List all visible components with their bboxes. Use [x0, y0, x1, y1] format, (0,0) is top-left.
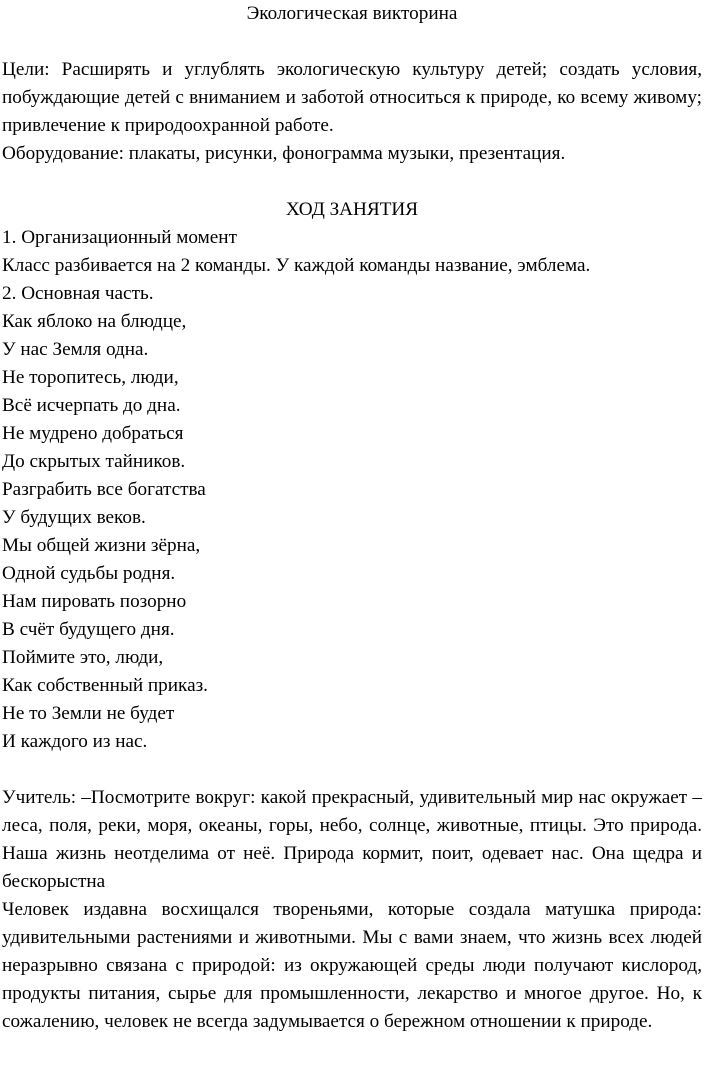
poem — [2, 308, 702, 756]
poem-line: Как собственный приказ. — [2, 675, 208, 696]
poem-line: В счёт будущего дня. — [2, 619, 175, 640]
poem-line: Одной судьбы родня. — [2, 563, 176, 584]
poem-line: Как яблоко на блюдце, — [2, 311, 187, 332]
section-heading: ХОД ЗАНЯТИЯ — [285, 199, 419, 220]
poem-line: Разграбить все богатства — [2, 479, 206, 500]
equipment-paragraph: Оборудование: плакаты, рисунки, фонограмма музыки, презентация. — [2, 143, 566, 164]
poem-line: Нам пировать позорно — [2, 591, 187, 612]
poem-line: У нас Земля одна. — [2, 339, 149, 360]
spacer — [2, 28, 702, 56]
goals-paragraph: Цели: Расширять и углублять экологическую культуру детей; создать условия, побуждающие детей с вниманием и заботой относиться к природе, ко всему живому; привлечение к природоохранной работе. — [2, 59, 702, 136]
teacher-paragraph: Учитель: –Посмотрите вокруг: какой прекрасный, удивительный мир нас окружает – леса, поля, реки, моря, океаны, горы, небо, солнце, животные, птицы. Это природа. Наша жизнь неотделима от неё. Природа кормит, поит, одевает нас. Она щедра и бескорыстна — [2, 787, 702, 892]
step-2-heading: 2. Основная часть. — [2, 283, 154, 304]
step-1-heading: 1. Организационный момент — [2, 227, 237, 248]
poem-line: Всё исчерпать до дна. — [2, 395, 181, 416]
poem-line: Не то Земли не будет — [2, 703, 175, 724]
poem-line: У будущих веков. — [2, 507, 146, 528]
poem-line: Не мудрено добраться — [2, 423, 184, 444]
poem-line: Не торопитесь, люди, — [2, 367, 179, 388]
spacer — [2, 756, 702, 784]
poem-line: И каждого из нас. — [2, 731, 148, 752]
poem-line: Мы общей жизни зёрна, — [2, 535, 201, 556]
poem-line: До скрытых тайников. — [2, 451, 186, 472]
poem-line: Поймите это, люди, — [2, 647, 164, 668]
step-1-text: Класс разбивается на 2 команды. У каждой команды название, эмблема. — [2, 255, 591, 276]
spacer — [2, 168, 702, 196]
human-nature-paragraph: Человек издавна восхищался твореньями, которые создала матушка природа: удивительными растениями и животными. Мы с вами знаем, что жизнь всех людей неразрывно связана с природой: из окружающей среды люди получают кислород, продукты питания, сырье для промышленности, лекарство и многое другое. Но, к сожалению, человек не всегда задумывается о бережном отношении к природе. — [2, 899, 702, 1032]
document-title: Экологическая викторина — [246, 3, 458, 24]
